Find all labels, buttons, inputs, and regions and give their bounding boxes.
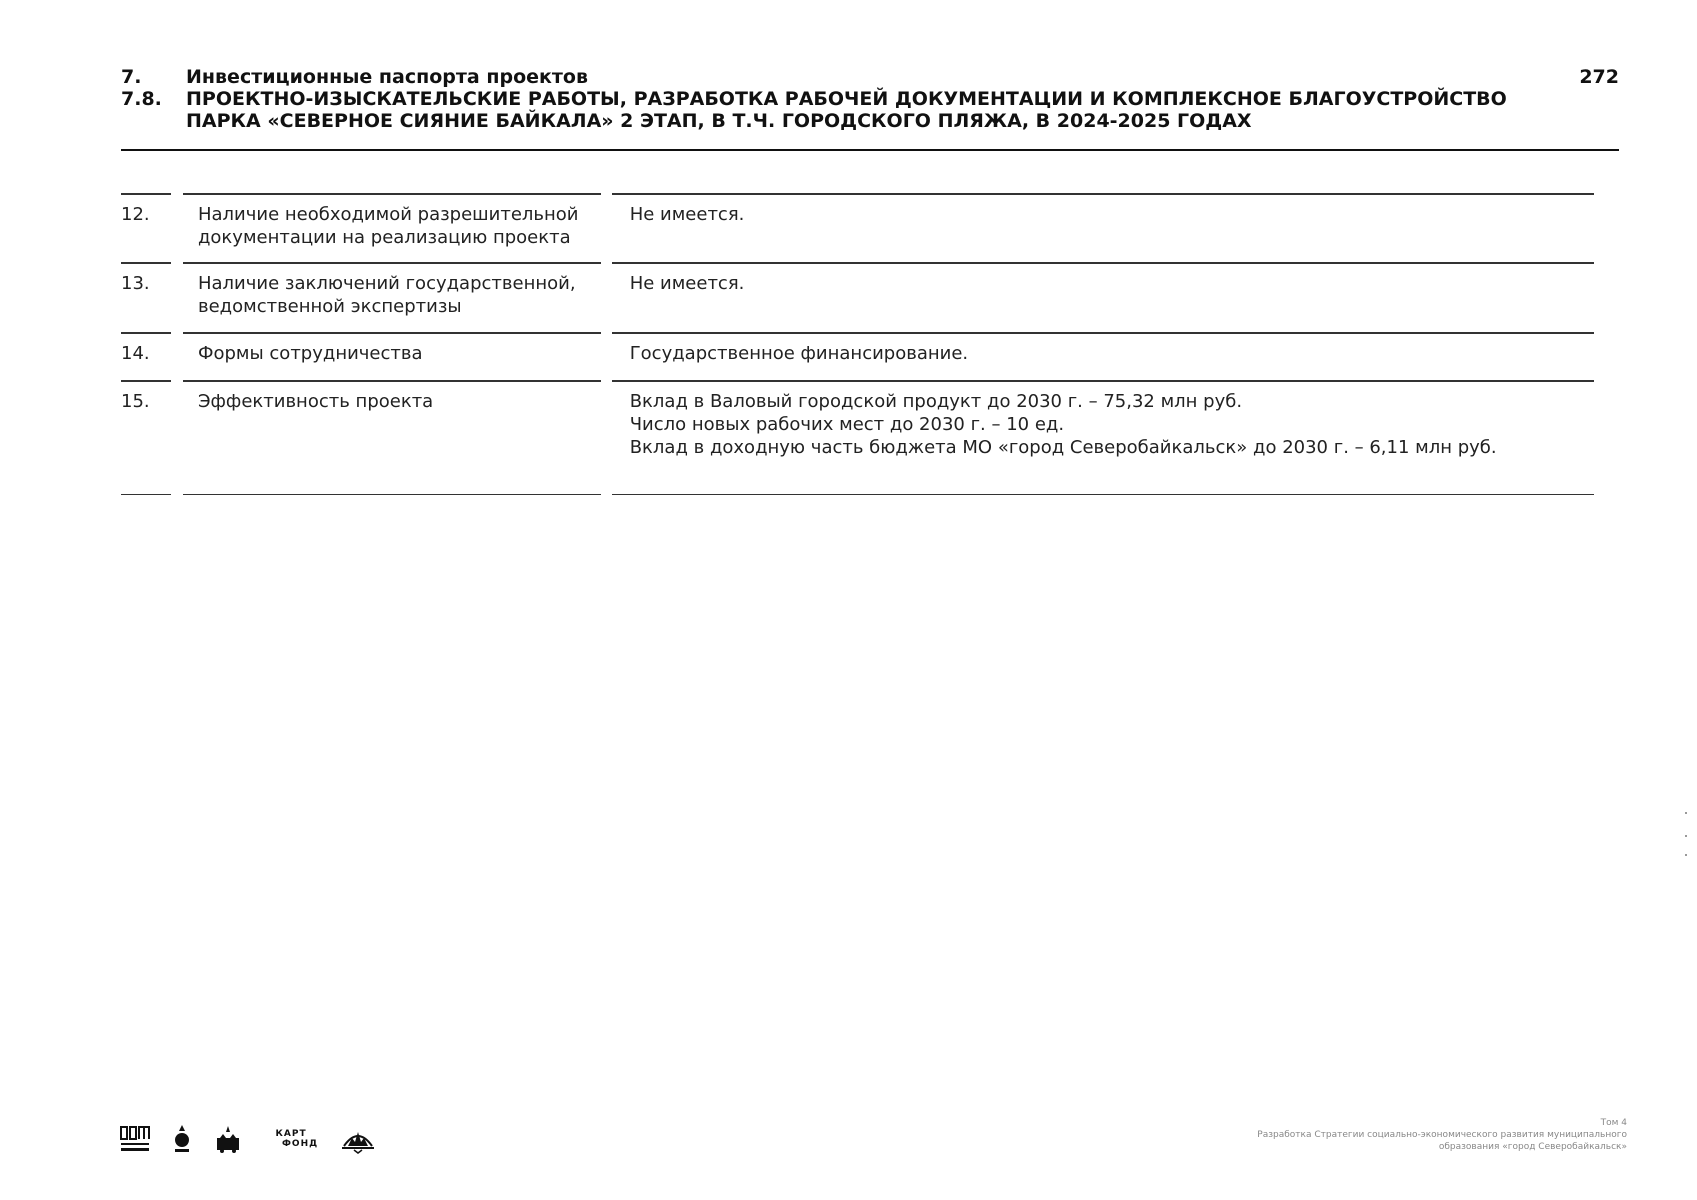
row-number: 12. [121,193,171,262]
partner-logos [120,1124,376,1154]
row-number: 13. [121,262,171,332]
page-number: 272 [1579,66,1619,88]
value-line: Вклад в Валовый городской продукт до 2030 г. – 75,32 млн руб. [629,391,1243,412]
header-divider [121,149,1619,151]
subsection-title: ПРОЕКТНО-ИЗЫСКАТЕЛЬСКИЕ РАБОТЫ, РАЗРАБОТКА РАБОЧЕЙ ДОКУМЕНТАЦИИ И КОМПЛЕКСНОЕ БЛАГОУСТРОЙСТВО ПАРКА «СЕВЕРНОЕ СИЯНИЕ БАЙКАЛА» 2 ЭТАП, В Т.Ч. ГОРОДСКОГО ПЛЯЖА, В 2024-2025 ГОДАХ [186,88,1507,132]
value-line: Не имеется. [629,204,745,225]
footer-caption [1207,1117,1627,1153]
row-number: 14. [121,332,171,380]
table-row [121,193,1594,262]
row-value [612,380,1594,495]
footer-line: Разработка Стратегии социально-экономического развития муниципального [1257,1130,1627,1140]
kartfond-logo-line: ФОНД [282,1139,319,1149]
mountain-emblem-icon [340,1124,376,1154]
passport-table [121,193,1594,495]
row-value [612,193,1594,262]
edge-mark [1685,812,1687,814]
footer-line: Том 4 [1600,1118,1627,1128]
value-line: Число новых рабочих мест до 2030 г. – 10 ед. [629,414,1065,435]
table-row [121,380,1594,495]
subsection-heading [121,88,1618,132]
row-value [612,332,1594,380]
kartfond-logo [264,1129,318,1149]
emblem-castle-icon [214,1124,242,1154]
row-label: Формы сотрудничества [183,332,601,380]
dom-rf-logo-icon [120,1125,150,1153]
value-line: Не имеется. [629,273,745,294]
subsection-number: 7.8. [121,88,162,110]
section-number: 7. [121,66,142,88]
value-line: Вклад в доходную часть бюджета МО «город Северобайкальск» до 2030 г. – 6,11 млн руб. [629,437,1497,458]
edge-mark [1685,854,1687,856]
table-row [121,332,1594,380]
row-label: Наличие необходимой разрешительной документации на реализацию проекта [183,193,601,262]
section-title: Инвестиционные паспорта проектов [186,66,589,88]
value-line: Государственное финансирование. [629,343,969,364]
row-label: Эффективность проекта [183,380,601,495]
footer-line: образования «город Северобайкальск» [1438,1142,1627,1152]
kartfond-logo-line: КАРТ [275,1129,307,1139]
row-number: 15. [121,380,171,495]
edge-mark [1685,835,1687,837]
table-row [121,262,1594,332]
emblem-drop-icon [172,1124,192,1154]
row-label: Наличие заключений государственной, ведомственной экспертизы [183,262,601,332]
row-value [612,262,1594,332]
page-header [121,66,1618,132]
section-heading [121,66,1618,88]
